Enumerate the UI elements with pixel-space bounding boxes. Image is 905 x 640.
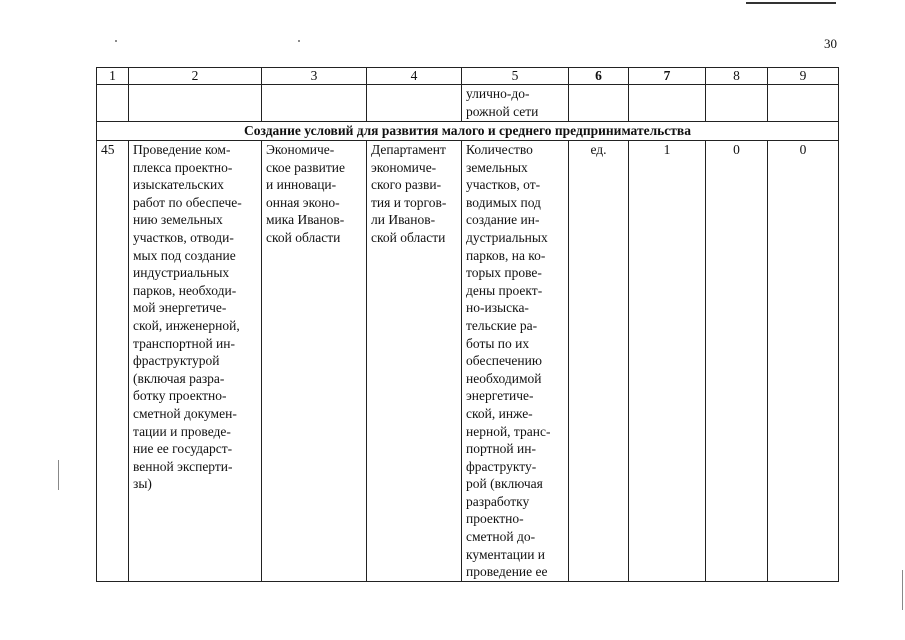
text-line: но-изыска- [466,300,529,316]
text-line: тельские ра- [466,317,538,333]
text-line: сметной докумен- [133,405,237,421]
text-line: проектно- [466,511,524,527]
text-line: мой энергетиче- [133,300,227,316]
cell [97,85,129,122]
cell [262,85,367,122]
text-line: плекса проектно- [133,159,233,175]
header-cell: 2 [129,68,262,85]
scan-mark [58,460,59,490]
indicator-cell [462,141,569,582]
text-line: Экономиче- [266,142,335,157]
text-line: энергетиче- [466,388,534,404]
data-table [96,67,839,582]
text-line: боты по их [466,335,530,351]
text-line: участков, отводи- [133,229,234,245]
text-line: ского разви- [371,177,442,193]
text-line: улично-до- [466,86,530,101]
text-line: создание ин- [466,212,540,228]
text-line: мика Иванов- [266,212,345,228]
text-line: портной ин- [466,441,536,457]
scan-mark [902,570,903,610]
text-line: ское развитие [266,159,345,175]
text-line: ской, инже- [466,405,533,421]
header-cell: 4 [367,68,462,85]
executor-cell [367,141,462,582]
text-line: нию земельных [133,212,223,228]
text-line: Количество [466,142,533,157]
text-line: обеспечению [466,353,542,369]
text-line: ской области [371,229,446,245]
text-line: рожной сети [466,103,539,119]
text-line: транспортной ин- [133,335,235,351]
text-line: мых под создание [133,247,236,263]
value-cell-9: 0 [768,141,839,582]
row-number: 45 [97,141,129,582]
text-line: ботку проектно- [133,388,227,404]
unit-cell: ед. [569,141,629,582]
table-row [97,141,839,582]
text-line: работ по обеспече- [133,194,242,210]
header-cell: 5 [462,68,569,85]
text-line: ние ее государст- [133,441,233,457]
top-rule [746,2,836,4]
text-line: ли Иванов- [371,212,436,228]
header-row [97,68,839,85]
page-number: 30 [824,36,837,51]
header-cell: 1 [97,68,129,85]
text-line: изыскательских [133,177,224,193]
section-title: Создание условий для развития малого и среднего предпринимательства [97,122,839,141]
text-line: Проведение ком- [133,142,231,157]
text-line: торых прове- [466,265,542,281]
text-line: и инноваци- [266,177,337,193]
header-cell: 9 [768,68,839,85]
text-line: рой (включая [466,476,543,492]
cell [706,85,768,122]
text-line: Департамент [371,142,446,157]
text-line: ской области [266,229,341,245]
header-cell: 7 [629,68,706,85]
text-line: необходимой [466,370,542,386]
text-line: фраструктурой [133,353,220,369]
continuation-indicator-cell [462,85,569,122]
continuation-row [97,85,839,122]
cell [129,85,262,122]
scan-speck [298,40,300,42]
text-line: земельных [466,159,528,175]
text-line: нерной, транс- [466,423,551,439]
text-line: парков, необходи- [133,282,237,298]
header-cell: 8 [706,68,768,85]
text-line: индустриальных [133,265,230,281]
text-line: экономиче- [371,159,437,175]
text-line: зы) [133,476,152,492]
cell [768,85,839,122]
text-line: водимых под [466,194,541,210]
text-line: (включая разра- [133,370,225,386]
text-line: тации и проведе- [133,423,231,439]
text-line: дены проект- [466,282,543,298]
text-line: тия и торгов- [371,194,447,210]
section-row [97,122,839,141]
cell [367,85,462,122]
event-name-cell [129,141,262,582]
cell [629,85,706,122]
value-cell-7: 1 [629,141,706,582]
text-line: венной эксперти- [133,458,233,474]
program-cell [262,141,367,582]
text-line: разработку [466,493,530,509]
text-line: дустриальных [466,229,548,245]
text-line: парков, на ко- [466,247,546,263]
header-cell: 6 [569,68,629,85]
text-line: сметной до- [466,529,536,545]
text-line: ской, инженерной, [133,317,240,333]
value-cell-8: 0 [706,141,768,582]
header-cell: 3 [262,68,367,85]
scan-speck [115,40,117,42]
text-line: кументации и [466,546,546,562]
text-line: проведение ее [466,564,548,580]
text-line: фраструкту- [466,458,537,474]
text-line: участков, от- [466,177,541,193]
cell [569,85,629,122]
text-line: онная эконо- [266,194,340,210]
